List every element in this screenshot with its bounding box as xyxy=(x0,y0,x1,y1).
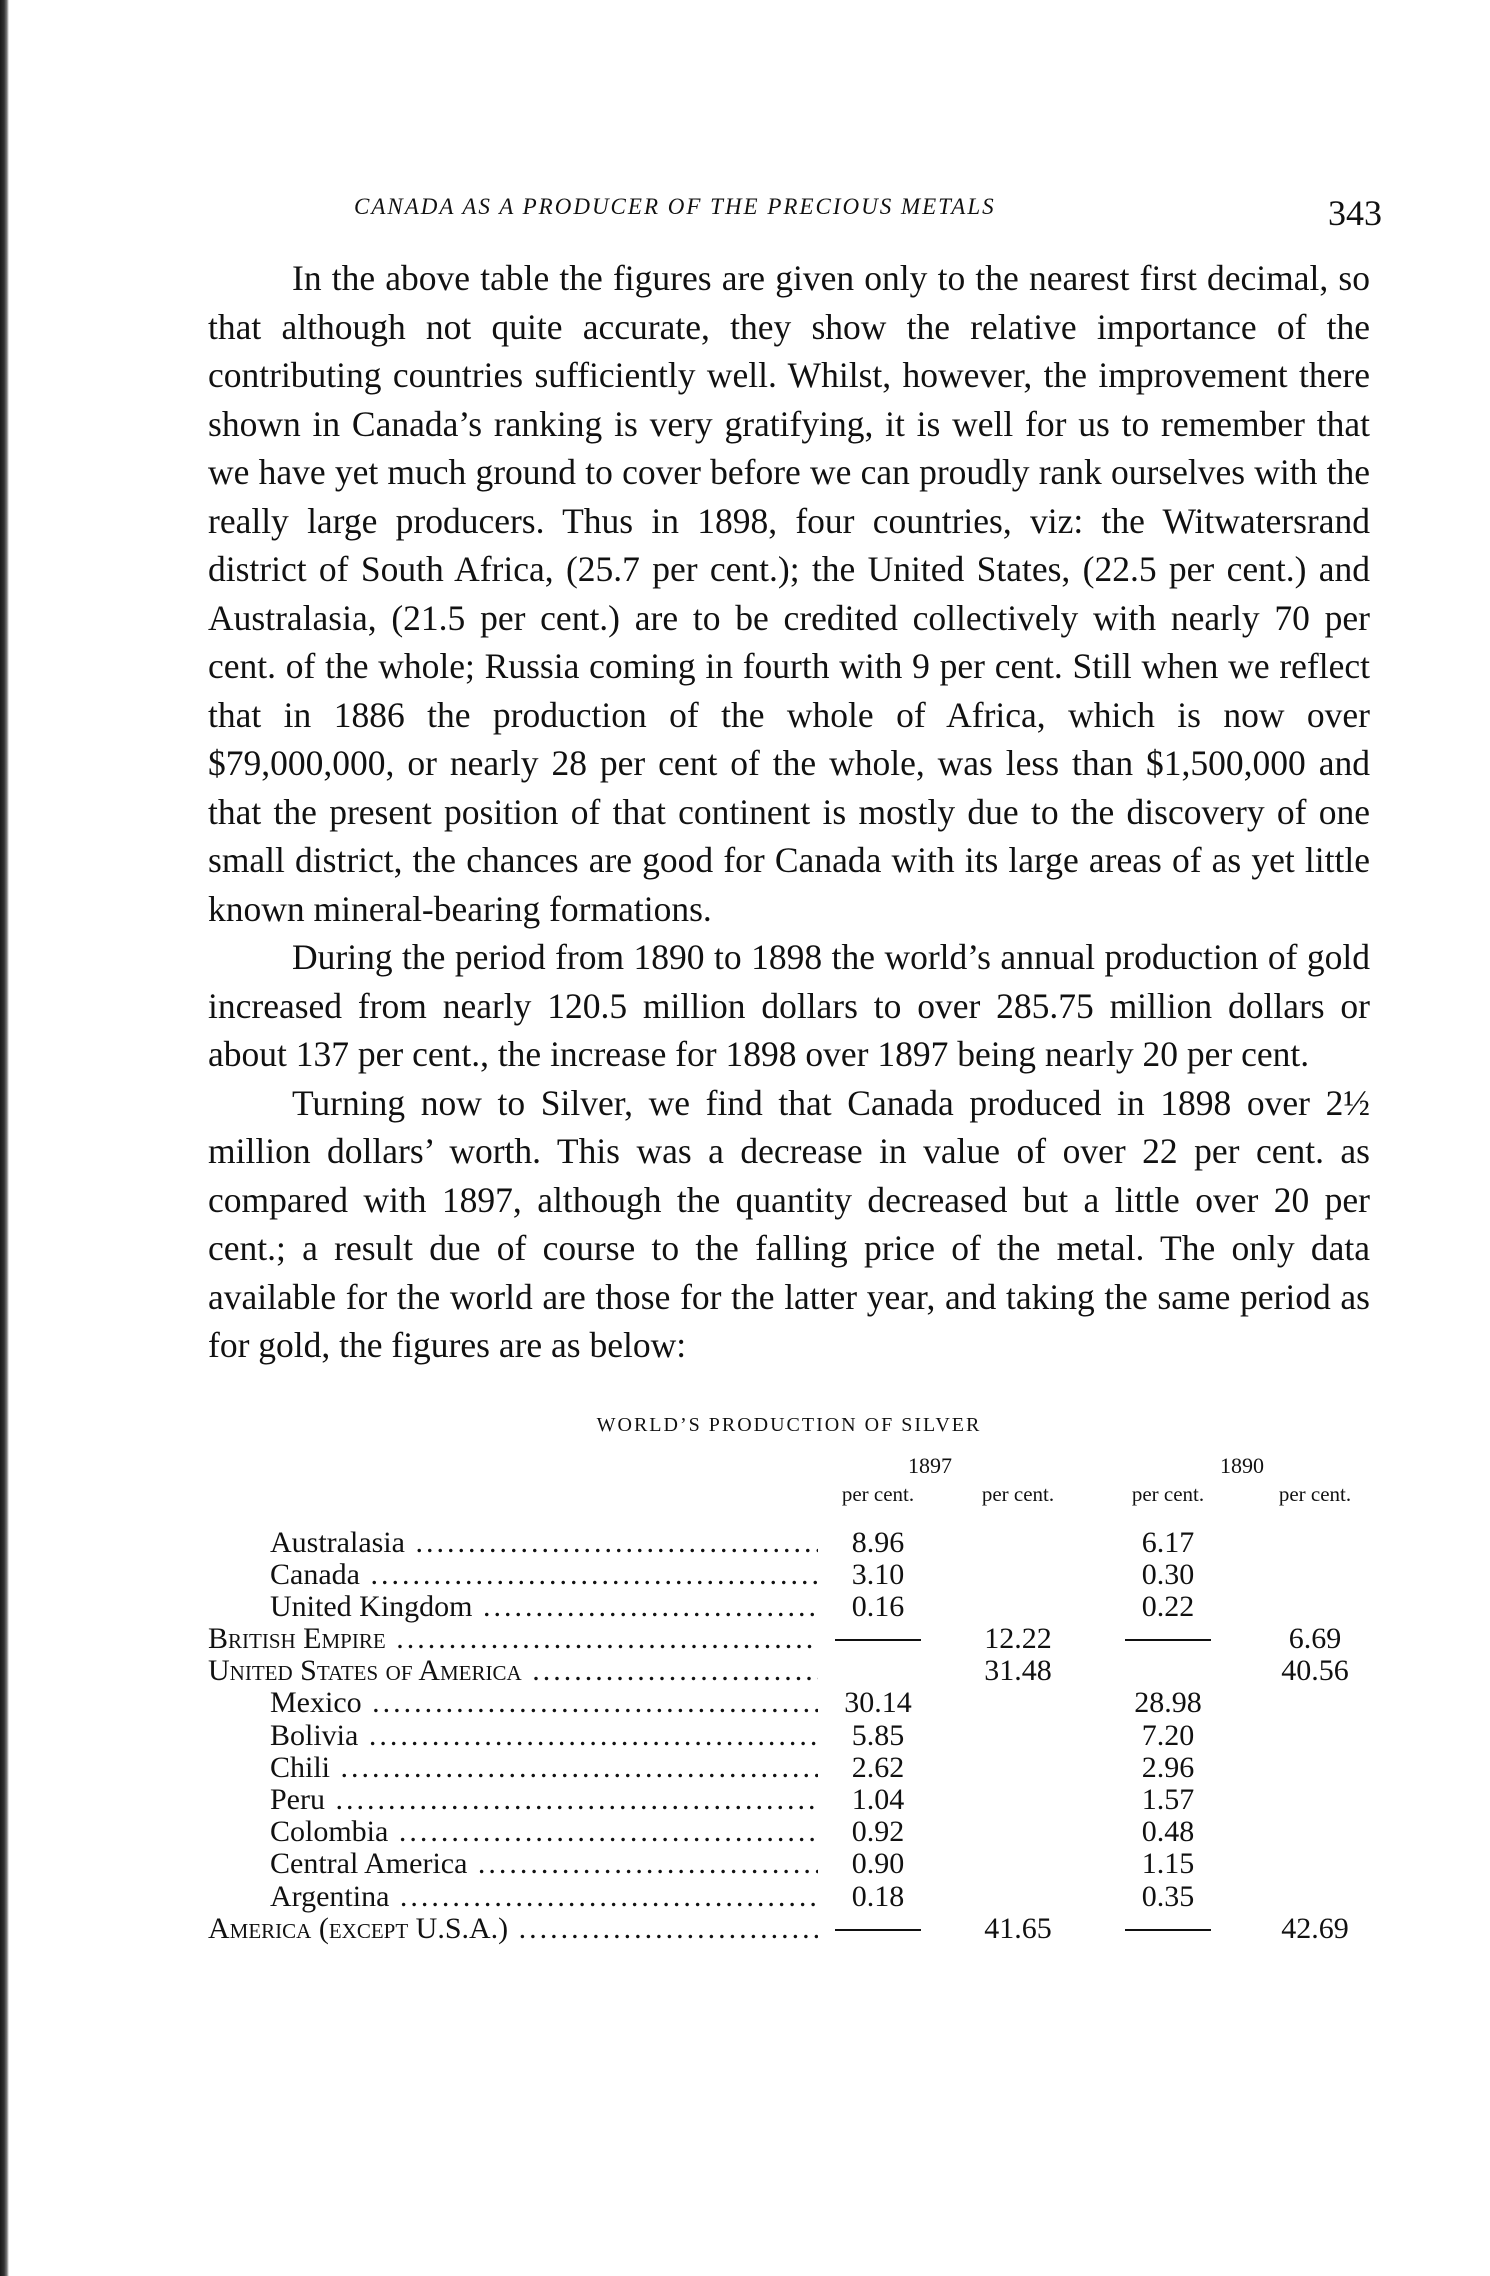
page-header xyxy=(208,188,1382,238)
cell-value: 1.15 xyxy=(1141,1847,1195,1881)
dash-rule xyxy=(1125,1929,1211,1931)
cell-value: 1.57 xyxy=(1141,1783,1195,1816)
dash-rule xyxy=(1125,1639,1211,1641)
row-label: Peru ..... xyxy=(270,1784,818,1816)
row-label: Canada ..... xyxy=(270,1559,818,1591)
cell-value: 41.65 xyxy=(984,1911,1052,1945)
cell-value: 31.48 xyxy=(984,1654,1052,1688)
cell-value: 30.14 xyxy=(844,1686,912,1720)
column-header: per cent. xyxy=(841,1481,915,1506)
cell-value: 0.35 xyxy=(1141,1879,1195,1913)
body-text xyxy=(208,254,1370,1370)
table-year-row xyxy=(208,1453,1370,1483)
page-number: 343 xyxy=(1328,193,1382,233)
cell-value: 0.48 xyxy=(1141,1815,1195,1849)
paragraph: In the above table the figures are given only to the nearest first decimal, so that although not quite accurate, they show the relative importance of the contributing countries sufficiently well. Whilst, however, the improvement there shown in Canada’s ranking is very gratifying, it is well for us to remember that we have yet much ground to cover before we can proudly rank ourselves with the really large producers. Thus in 1898, four countries, viz: the Witwatersrand district of South Africa, (25.7 per cent.); the United States, (22.5 per cent.) and Australasia, (21.5 per cent.) are to be credited collectively with nearly 70 per cent. of the whole; Russia coming in fourth with 9 per cent. Still when we reflect that in 1886 the production of the whole of Africa, which is now over $79,000,000, or nearly 28 per cent of the whole, was less than $1,500,000 and that the present position of that continent is mostly due to the discovery of one small district, the chances are good for Canada with its large areas of as yet little known mineral-bearing formations. xyxy=(208,258,1370,929)
cell-value: 0.30 xyxy=(1141,1557,1195,1591)
row-label: America (except U.S.A.) ..... xyxy=(208,1913,818,1945)
row-label: Chili ..... xyxy=(270,1752,818,1784)
row-label: United States of America ..... xyxy=(208,1655,818,1687)
year-heading-1890: 1890 xyxy=(1220,1452,1264,1478)
cell-value: 0.92 xyxy=(851,1815,905,1849)
table-row xyxy=(208,1591,1370,1623)
silver-production-table xyxy=(208,1527,1370,1945)
row-label: British Empire ..... xyxy=(208,1623,818,1655)
row-label: United Kingdom ..... xyxy=(270,1591,818,1623)
row-label: Bolivia ..... xyxy=(270,1720,818,1752)
cell-value: 1.04 xyxy=(851,1783,905,1816)
table-row xyxy=(208,1881,1370,1913)
table-title: WORLD’S PRODUCTION OF SILVER xyxy=(596,1413,982,1436)
table-row xyxy=(208,1655,1370,1687)
cell-value: 6.69 xyxy=(1288,1622,1342,1656)
table-row xyxy=(208,1752,1370,1784)
cell-value: 40.56 xyxy=(1281,1654,1349,1688)
table-row xyxy=(208,1913,1370,1945)
row-label: Central America ..... xyxy=(270,1848,818,1880)
table-row xyxy=(208,1816,1370,1848)
cell-value: 3.10 xyxy=(851,1557,905,1591)
paragraph: Turning now to Silver, we find that Canada produced in 1898 over 2½ million dollars’ worth. This was a decrease in value of over 22 per cent. as compared with 1897, although the quantity decreased but a little over 20 per cent.; a result due of course to the falling price of the metal. The only data available for the world are those for the latter year, and taking the same period as for gold, the figures are as below: xyxy=(208,1082,1370,1365)
row-label: Australasia ..... xyxy=(270,1527,818,1559)
cell-value: 42.69 xyxy=(1281,1911,1349,1945)
row-label: Mexico ..... xyxy=(270,1687,818,1719)
row-label: Argentina ..... xyxy=(270,1881,818,1913)
table-row xyxy=(208,1720,1370,1752)
cell-value: 7.20 xyxy=(1141,1718,1195,1752)
dash-rule xyxy=(835,1639,921,1641)
dash-rule xyxy=(835,1929,921,1931)
cell-value: 0.90 xyxy=(851,1847,905,1881)
table-row xyxy=(208,1623,1370,1655)
table-row xyxy=(208,1848,1370,1880)
table-row xyxy=(208,1784,1370,1816)
cell-value: 8.96 xyxy=(851,1525,905,1559)
cell-value: 5.85 xyxy=(851,1718,905,1752)
page xyxy=(208,188,1382,1945)
table-row xyxy=(208,1687,1370,1719)
cell-value: 0.18 xyxy=(851,1879,905,1913)
book-spine-shadow xyxy=(0,0,9,2276)
column-header: per cent. xyxy=(1278,1481,1352,1506)
table-row xyxy=(208,1527,1370,1559)
running-title: CANADA AS A PRODUCER OF THE PRECIOUS METALS xyxy=(354,194,996,219)
table-row xyxy=(208,1559,1370,1591)
paragraph: During the period from 1890 to 1898 the world’s annual production of gold increased from nearly 120.5 million dollars to over 285.75 million dollars or about 137 per cent., the increase for 1898 over 1897 being nearly 20 per cent. xyxy=(208,937,1370,1074)
cell-value: 6.17 xyxy=(1141,1525,1195,1559)
cell-value: 2.62 xyxy=(851,1750,905,1784)
row-label: Colombia ..... xyxy=(270,1816,818,1848)
year-heading-1897: 1897 xyxy=(908,1452,952,1478)
cell-value: 0.22 xyxy=(1141,1589,1195,1623)
cell-value: 12.22 xyxy=(984,1622,1052,1656)
column-header: per cent. xyxy=(1131,1481,1205,1506)
cell-value: 28.98 xyxy=(1134,1686,1202,1720)
cell-value: 0.16 xyxy=(851,1589,905,1623)
table-column-headers xyxy=(208,1483,1370,1527)
cell-value: 2.96 xyxy=(1141,1750,1195,1784)
column-header: per cent. xyxy=(981,1481,1055,1506)
